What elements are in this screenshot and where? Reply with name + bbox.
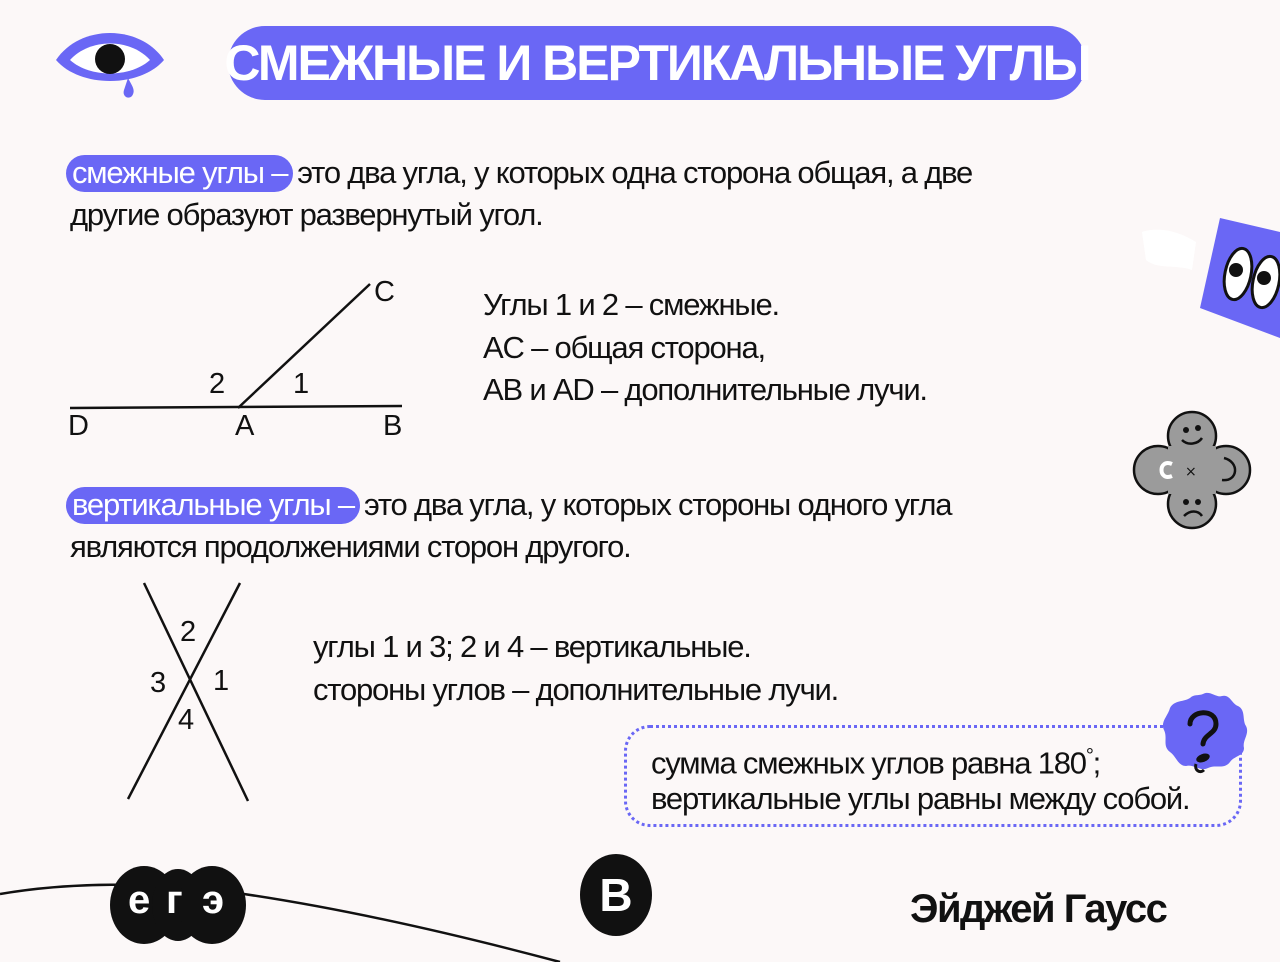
vertical-def-line2: являются продолжениями сторон другого. bbox=[70, 529, 631, 564]
eye-tear-icon bbox=[52, 22, 168, 102]
adjacent-def-line1: это два угла, у которых одна сторона общая, а две bbox=[297, 155, 973, 190]
vertical-term: вертикальные углы – bbox=[66, 487, 360, 524]
label-vangle-1: 1 bbox=[213, 665, 230, 697]
label-angle-2: 2 bbox=[209, 368, 226, 400]
vertical-definition bbox=[66, 483, 951, 527]
ege-logo bbox=[108, 864, 248, 946]
adjacent-definition bbox=[66, 151, 972, 195]
question-bubble-icon bbox=[1158, 690, 1248, 776]
eyes-sticker-icon bbox=[1140, 212, 1280, 338]
ege-letter-3: э bbox=[202, 878, 225, 922]
ege-letter-1: е bbox=[128, 878, 151, 922]
summary-semicolon: ; bbox=[1092, 745, 1101, 781]
page-title: СМЕЖНЫЕ И ВЕРТИКАЛЬНЫЕ УГЛЫ bbox=[224, 35, 1090, 91]
adjacent-note-2: AC – общая сторона, bbox=[483, 330, 765, 365]
summary-text-1: сумма смежных углов равна 180 bbox=[651, 745, 1086, 781]
author-name: Эйджей Гаусс bbox=[910, 887, 1167, 931]
degree-sign: ° bbox=[1085, 745, 1093, 767]
v-badge bbox=[580, 854, 652, 936]
title-banner bbox=[224, 26, 1090, 100]
label-vangle-4: 4 bbox=[178, 704, 195, 736]
adjacent-def-line2: другие образуют развернутый угол. bbox=[70, 197, 543, 232]
vertical-def-line1: это два угла, у которых стороны одного угла bbox=[363, 487, 952, 522]
vertical-note-1: углы 1 и 3; 2 и 4 – вертикальные. bbox=[313, 629, 751, 664]
v-badge-letter: В bbox=[599, 869, 633, 921]
label-b: B bbox=[383, 410, 403, 442]
label-angle-1: 1 bbox=[293, 368, 310, 400]
faces-flower-icon bbox=[1128, 406, 1256, 534]
label-vangle-2: 2 bbox=[180, 616, 197, 648]
adjacent-note-3: AB и AD – дополнительные лучи. bbox=[483, 372, 927, 407]
label-a: A bbox=[235, 410, 255, 442]
label-d: D bbox=[68, 410, 89, 442]
footer-curve bbox=[0, 860, 600, 962]
label-vangle-3: 3 bbox=[150, 667, 167, 699]
label-c: C bbox=[374, 276, 395, 308]
summary-line-2: вертикальные углы равны между собой. bbox=[651, 781, 1190, 816]
adjacent-note-1: Углы 1 и 2 – смежные. bbox=[483, 287, 779, 322]
vertical-angles-figure bbox=[120, 575, 260, 810]
ege-letter-2: г bbox=[166, 878, 183, 922]
adjacent-term: смежные углы – bbox=[66, 155, 293, 192]
svg-text:×: × bbox=[1185, 464, 1197, 480]
line-db bbox=[70, 406, 402, 408]
vertical-note-2: стороны углов – дополнительные лучи. bbox=[313, 672, 839, 707]
